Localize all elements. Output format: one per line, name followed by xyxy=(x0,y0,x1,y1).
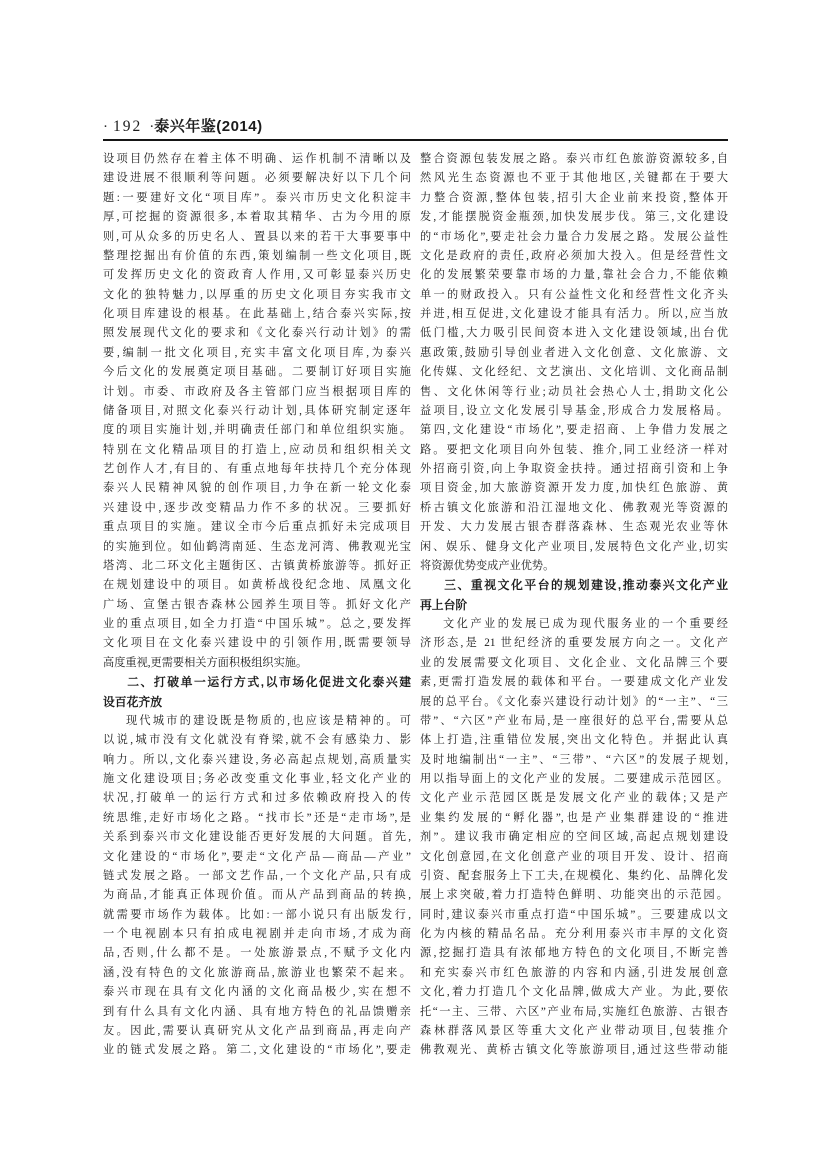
text-line: 品,否则,什么都不是。一处旅游景点,不赋予文化内 xyxy=(103,947,411,960)
text-line: 并进,相互促进,文化建设才能具有活力。所以,应当放 xyxy=(420,308,728,320)
text-line: 统思维,走好市场化之路。“找市长”还是“走市场”,是 xyxy=(103,811,411,824)
text-line: 文化是政府的责任,政府必须加大投入。但是经营性文 xyxy=(420,249,728,262)
section-heading-line: 二、打破单一运行方式,以市场化促进文化泰兴建 xyxy=(127,675,411,690)
text-line: 的实施到位。如仙鹤湾南延、生态龙河湾、佛教观光宝 xyxy=(103,540,411,553)
text-line: 展上求突破,着力打造特色鲜明、功能突出的示范园。 xyxy=(420,889,728,902)
text-line: 链式发展之路。一部文艺作品,一个文化产品,只有成 xyxy=(103,869,411,882)
text-line: 一个电视剧本只有拍成电视剧并走向市场,才成为商 xyxy=(103,928,411,940)
text-line: 泰兴市现在具有文化内涵的文化商品极少,实在想不 xyxy=(103,986,411,999)
text-line: 业的链式发展之路。第二,文化建设的“市场化”,要走 xyxy=(103,1044,411,1057)
text-line: 将资源优势变成产业优势。 xyxy=(420,559,555,572)
text-line: 在规划建设中的项目。如黄桥战役纪念地、凤凰文化 xyxy=(103,579,411,592)
text-line: 现代城市的建设既是物质的,也应该是精神的。可 xyxy=(125,714,411,727)
text-line: 就需要市场作为载体。比如:一部小说只有出版发行, xyxy=(103,908,411,921)
header-rule xyxy=(103,139,728,141)
text-line: 引资、配套服务上下工夫,在规模化、集约化、品牌化发 xyxy=(420,869,728,882)
text-line: 整合资源包装发展之路。泰兴市红色旅游资源较多,自 xyxy=(420,153,728,165)
text-line: 业的发展需要文化项目、文化企业、文化品牌三个要 xyxy=(420,656,728,669)
text-line: 储备项目,对照文化泰兴行动计划,具体研究制定逐年 xyxy=(103,404,411,417)
text-line: 发,才能摆脱资金瓶颈,加快发展步伐。第三,文化建设 xyxy=(420,211,728,224)
text-line: 素,更需打造发展的载体和平台。一要建成文化产业发 xyxy=(420,676,728,689)
text-line: 响力。所以,文化泰兴建设,务必高起点规划,高质量实 xyxy=(103,753,411,766)
text-line: 涵,没有特色的文化旅游商品,旅游业也繁荣不起来。 xyxy=(103,966,411,979)
page-number: 192 xyxy=(113,118,143,135)
text-line: 高度重视,更需要相关方面积极组织实施。 xyxy=(103,656,308,669)
text-line: 艺创作人才,有目的、有重点地每年扶持几个充分体现 xyxy=(103,463,411,475)
text-line: 今后文化的发展奠定项目基础。二要制订好项目实施 xyxy=(103,366,411,379)
text-line: 文化建设的“市场化”,要走“文化产品—商品—产业” xyxy=(103,850,411,863)
header-dot-left: · xyxy=(103,119,108,135)
text-line: 状况,打破单一的运行方式和过多依赖政府投入的传 xyxy=(103,792,411,805)
text-line: 友。因此,需要认真研究从文化产品到商品,再走向产 xyxy=(103,1024,411,1037)
text-line: 益项目,设立文化发展引导基金,形成合力发展格局。 xyxy=(420,404,728,417)
running-header xyxy=(103,115,728,134)
text-line: 和充实泰兴市红色旅游的内容和内涵,引进发展创意 xyxy=(420,966,728,979)
text-line: 森林群落风景区等重大文化产业带动项目,包装推介 xyxy=(420,1024,728,1037)
text-line: 售、文化休闲等行业;动员社会热心人士,捐助文化公 xyxy=(420,385,728,398)
text-line: 化的发展繁荣要靠市场的力量,靠社会合力,不能依赖 xyxy=(420,269,728,282)
text-line: 化为内核的精品名品。充分利用泰兴市丰厚的文化资 xyxy=(420,928,728,940)
text-line: 体上打造,注重错位发展,突出文化特色。并据此认真 xyxy=(420,734,728,747)
text-line: 源,挖掘打造具有浓郁地方特色的文化项目,不断完善 xyxy=(420,947,728,960)
publication-title: 泰兴年鉴(2014) xyxy=(154,118,263,135)
text-line: 低门槛,大力吸引民间资本进入文化建设领域,出台优 xyxy=(420,327,728,340)
text-line: 泰兴人民精神风貌的创作项目,力争在新一轮文化泰 xyxy=(103,482,411,495)
text-line: 业的重点项目,如全力打造“中国乐城”。总之,要发挥 xyxy=(103,618,411,630)
section-heading-line: 三、重视文化平台的规划建设,推动泰兴文化产业 xyxy=(444,578,728,593)
text-line: 佛教观光、黄桥古镇文化等旅游项目,通过这些带动能 xyxy=(420,1044,728,1057)
text-line: 业集约发展的“孵化器”,也是产业集群建设的“推进 xyxy=(420,811,728,824)
text-line: 化项目库建设的根基。在此基础上,结合泰兴实际,按 xyxy=(103,308,411,320)
text-line: 文化产业的发展已成为现代服务业的一个重要经 xyxy=(442,618,728,630)
text-line: 为商品,才能真正体现价值。而从产品到商品的转换, xyxy=(103,889,411,902)
text-line: 然风光生态资源也不亚于其他地区,关键都在于要大 xyxy=(420,172,728,185)
text-line: 带”、“六区”产业布局,是一座很好的总平台,需要从总 xyxy=(420,714,728,727)
text-line: 题:一要建好文化“项目库”。泰兴市历史文化积淀丰 xyxy=(103,191,411,204)
text-line: 关系到泰兴市文化建设能否更好发展的大问题。首先, xyxy=(103,831,411,844)
text-line: 厚,可挖掘的资源很多,本着取其精华、古为今用的原 xyxy=(103,211,411,224)
text-line: 照发展现代文化的要求和《文化泰兴行动计划》的需 xyxy=(103,327,411,340)
header-dot-right: · xyxy=(149,119,155,135)
text-line: 惠政策,鼓励引导创业者进入文化创意、文化旅游、文 xyxy=(420,346,728,359)
text-line: 文化产业示范园区既是发展文化产业的载体;又是产 xyxy=(420,792,728,805)
text-line: 文化创意园,在文化创意产业的项目开发、设计、招商 xyxy=(420,850,728,863)
text-line: 剂”。建议我市确定相应的空间区域,高起点规划建设 xyxy=(420,831,728,844)
section-heading-line: 再上台阶 xyxy=(420,597,468,612)
text-line: 项目资金,加大旅游资源开发力度,加快红色旅游、黄 xyxy=(420,482,728,495)
text-line: 塔湾、北二环文化主题街区、古镇黄桥旅游等。抓好正 xyxy=(103,559,411,572)
text-line: 文化项目在文化泰兴建设中的引领作用,既需要领导 xyxy=(103,637,411,650)
text-line: 桥古镇文化旅游和沿江湿地文化、佛教观光等资源的 xyxy=(420,501,728,514)
text-line: 建设进展不很顺利等问题。必须要解决好以下几个问 xyxy=(103,172,411,185)
text-line: 整理挖掘出有价值的东西,策划编制一些文化项目,既 xyxy=(103,249,411,262)
text-line: 以说,城市没有文化就没有脊梁,就不会有感染力、影 xyxy=(103,734,411,747)
text-line: 济形态,是 21 世纪经济的重要发展方向之一。文化产 xyxy=(420,637,728,650)
text-line: 可发挥历史文化的资政育人作用,又可彰显泰兴历史 xyxy=(103,269,411,282)
section-heading-line: 设百花齐放 xyxy=(103,694,162,709)
text-line: 第四,文化建设“市场化”,要走招商、上争借力发展之 xyxy=(420,424,728,437)
text-line: 兴建设中,逐步改变精品力作不多的状况。三要抓好 xyxy=(103,501,411,514)
left-column xyxy=(103,150,411,1061)
text-line: 托“一主、三带、六区”产业布局,实施红色旅游、古银杏 xyxy=(420,1005,728,1018)
text-line: 施文化建设项目;务必改变重文化事业,轻文化产业的 xyxy=(103,773,411,785)
text-line: 计划。市委、市政府及各主管部门应当根据项目库的 xyxy=(103,385,411,398)
page-content xyxy=(103,0,728,1061)
right-column xyxy=(420,150,728,1061)
text-line: 特别在文化精品项目的打造上,应动员和组织相关文 xyxy=(103,443,411,456)
text-line: 力整合资源,整体包装,招引大企业前来投资,整体开 xyxy=(420,191,728,204)
text-line: 重点项目的实施。建议全市今后重点抓好未完成项目 xyxy=(103,521,411,534)
text-line: 开发、大力发展古银杏群落森林、生态观光农业等休 xyxy=(420,521,728,534)
text-line: 度的项目实施计划,并明确责任部门和单位组织实施。 xyxy=(103,424,411,437)
text-line: 设项目仍然存在着主体不明确、运作机制不清晰以及 xyxy=(103,153,411,165)
text-line: 展的总平台。《文化泰兴建设行动计划》的“一主”、“三 xyxy=(420,695,728,708)
text-line: 要,编制一批文化项目,充实丰富文化项目库,为泰兴 xyxy=(103,346,411,359)
text-line: 文化的独特魅力,以厚重的历史文化项目夯实我市文 xyxy=(103,288,411,301)
text-line: 则,可从众多的历史名人、置县以来的若干大事要事中 xyxy=(103,230,411,243)
text-line: 文化,着力打造几个文化品牌,做成大产业。为此,要依 xyxy=(420,986,728,999)
article-body xyxy=(103,150,728,1061)
text-line: 化传媒、文化经纪、文艺演出、文化培训、文化商品制 xyxy=(420,366,728,379)
text-line: 外招商引资,向上争取资金扶持。通过招商引资和上争 xyxy=(420,463,728,475)
text-line: 路。要把文化项目向外包装、推介,同工业经济一样对 xyxy=(420,443,728,456)
text-line: 到有什么具有文化内涵、具有地方特色的礼品馈赠亲 xyxy=(103,1005,411,1018)
text-line: 的“市场化”,要走社会力量合力发展之路。发展公益性 xyxy=(420,230,728,243)
text-line: 及时地编制出“一主”、“三带”、“六区”的发展子规划, xyxy=(420,753,728,766)
text-line: 广场、宣堡古银杏森林公园养生项目等。抓好文化产 xyxy=(103,598,411,611)
text-line: 单一的财政投入。只有公益性文化和经营性文化齐头 xyxy=(420,288,728,301)
text-line: 同时,建议泰兴市重点打造“中国乐城”。三要建成以文 xyxy=(420,908,728,921)
text-line: 闲、娱乐、健身文化产业项目,发展特色文化产业,切实 xyxy=(420,540,728,553)
text-line: 用以指导面上的文化产业的发展。二要建成示范园区。 xyxy=(420,773,728,785)
